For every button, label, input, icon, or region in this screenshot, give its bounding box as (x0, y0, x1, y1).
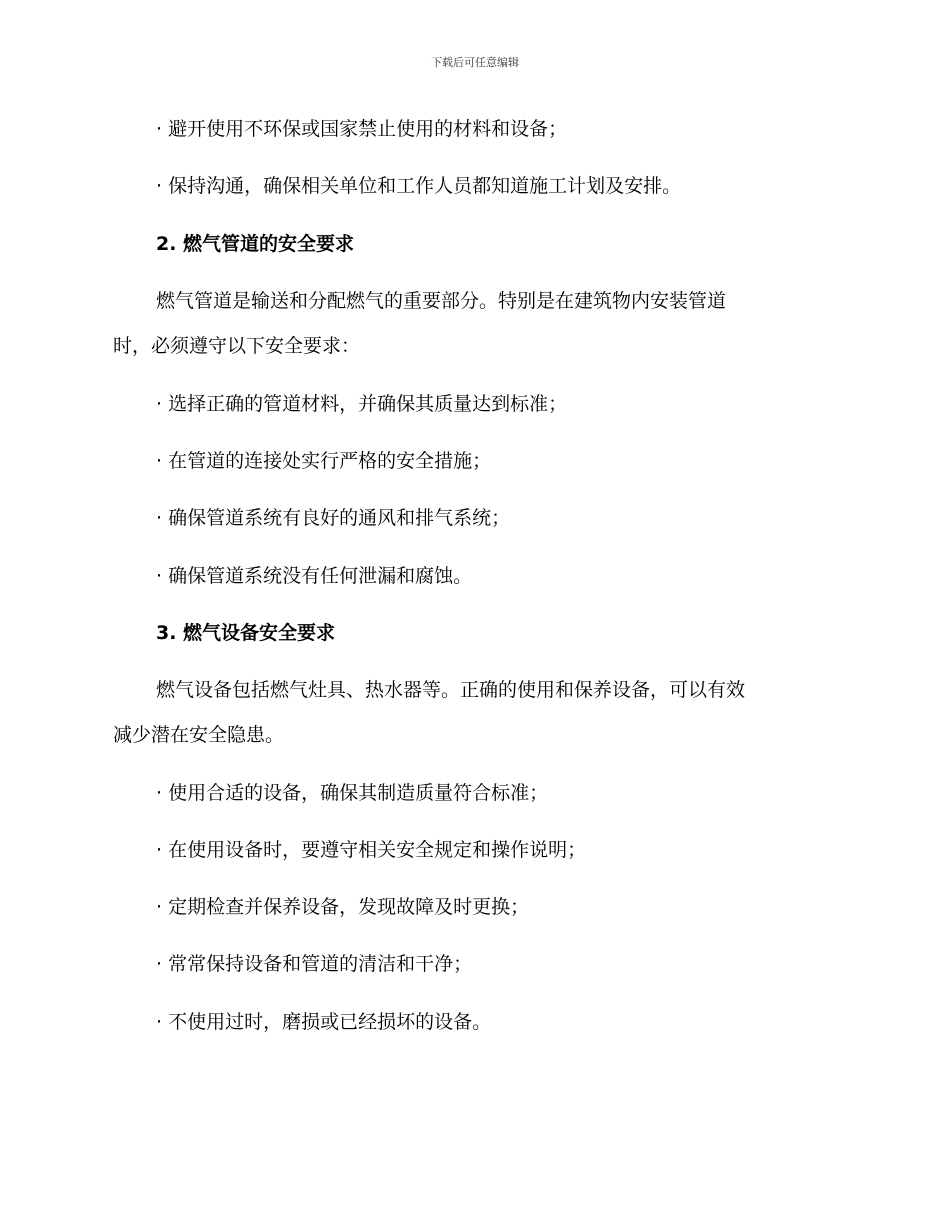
list-item: · 在使用设备时，要遵守相关安全规定和操作说明； (156, 839, 587, 861)
list-item: · 定期检查并保养设备，发现故障及时更换； (156, 896, 530, 918)
list-item: · 确保管道系统有良好的通风和排气系统； (156, 507, 511, 529)
page-header: 下载后可任意编辑 (431, 56, 519, 69)
list-item: · 使用合适的设备，确保其制造质量符合标准； (156, 782, 549, 804)
list-item: · 确保管道系统没有任何泄漏和腐蚀。 (156, 565, 473, 587)
paragraph-line: 燃气管道是输送和分配燃气的重要部分。特别是在建筑物内安装管道 (156, 290, 727, 312)
paragraph-line: 时，必须遵守以下安全要求： (113, 335, 361, 357)
paragraph-line: 燃气设备包括燃气灶具、热水器等。正确的使用和保养设备，可以有效 (156, 679, 746, 701)
list-item: · 避开使用不环保或国家禁止使用的材料和设备； (156, 118, 568, 140)
list-item: · 在管道的连接处实行严格的安全措施； (156, 450, 492, 472)
list-item: · 保持沟通，确保相关单位和工作人员都知道施工计划及安排。 (156, 175, 682, 197)
list-item: · 常常保持设备和管道的清洁和干净； (156, 953, 473, 975)
section-heading: 2. 燃气管道的安全要求 (156, 233, 355, 255)
section-heading: 3. 燃气设备安全要求 (156, 622, 336, 644)
paragraph-line: 减少潜在安全隐患。 (113, 724, 285, 746)
list-item: · 选择正确的管道材料，并确保其质量达到标准； (156, 393, 568, 415)
list-item: · 不使用过时，磨损或已经损坏的设备。 (156, 1011, 492, 1033)
